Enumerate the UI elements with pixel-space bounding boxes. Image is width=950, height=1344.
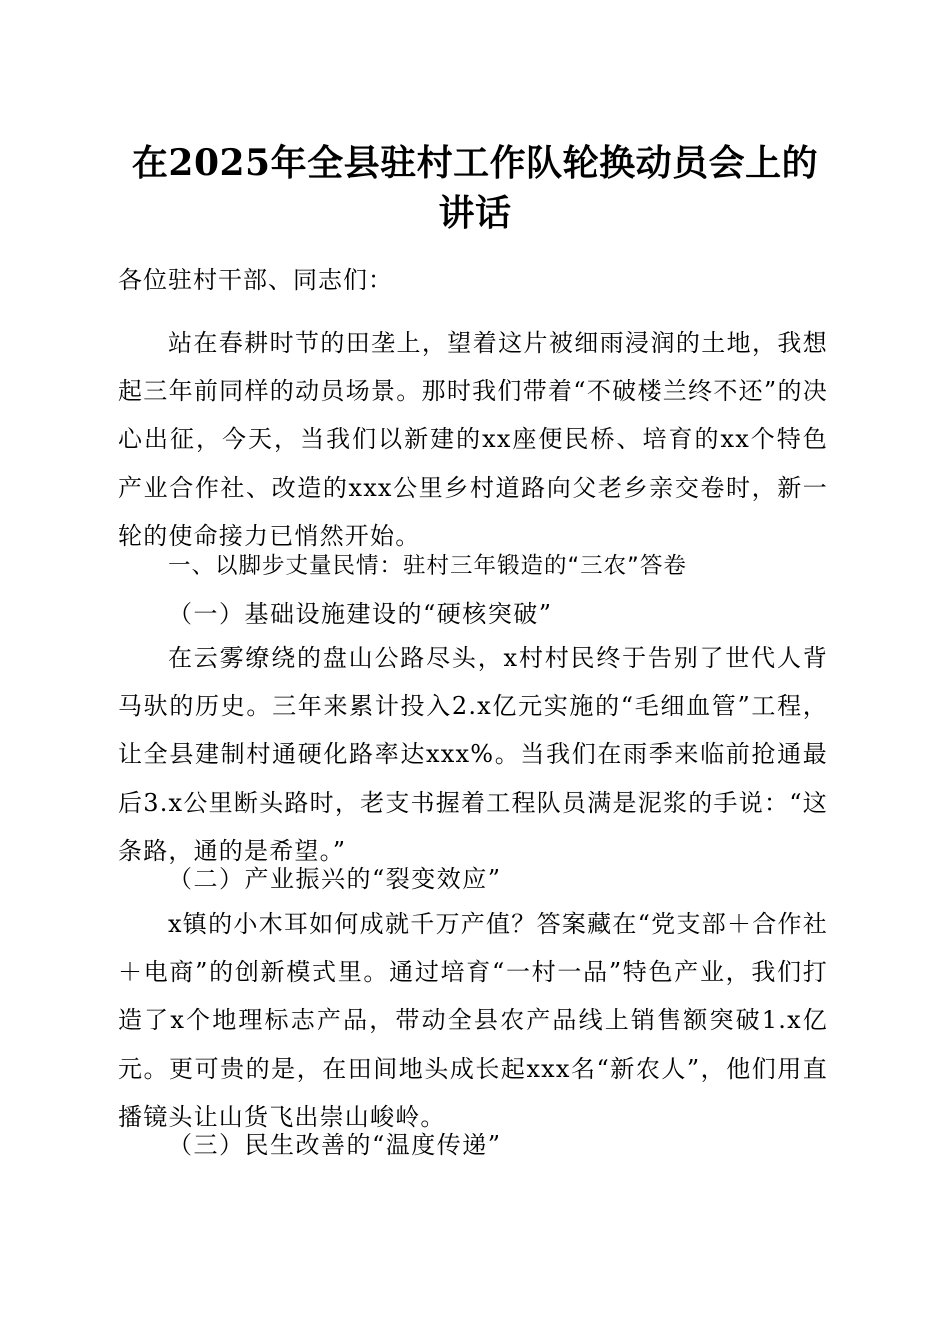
subsection-heading-1: （一）基础设施建设的“硬核突破” [168,600,553,628]
subsection-heading-2: （二）产业振兴的“裂变效应” [168,865,502,893]
paragraph-intro: 站在春耕时节的田垄上，望着这片被细雨浸润的土地，我想起三年前同样的动员场景。那时我们带着“不破楼兰终不还”的决心出征，今天，当我们以新建的xx座便民桥、培育的xx个特色产业合作社、改造的xxx公里乡村道路向父老乡亲交卷时，新一轮的使命接力已悄然开始。 [118,329,828,550]
paragraph-industry: x镇的小木耳如何成就千万产值？答案藏在“党支部＋合作社＋电商”的创新模式里。通过培育“一村一品”特色产业，我们打造了x个地理标志产品，带动全县农产品线上销售额突破1.x亿元。更可贵的是，在田间地头成长起xxx名“新农人”，他们用直播镜头让山货飞出崇山峻岭。 [118,910,828,1131]
salutation: 各位驻村干部、同志们： [118,266,393,294]
page-title: 在2025年全县驻村工作队轮换动员会上的讲话 [131,142,819,234]
paragraph-infrastructure: 在云雾缭绕的盘山公路尽头，x村村民终于告别了世代人背马驮的历史。三年来累计投入2.x亿元实施的“毛细血管”工程，让全县建制村通硬化路率达xxx%。当我们在雨季来临前抢通最后3.x公里断头路时，老支书握着工程队员满是泥浆的手说：“这条路，通的是希望。” [118,644,828,865]
section-heading-1: 一、以脚步丈量民情：驻村三年锻造的“三农”答卷 [168,553,687,579]
subsection-heading-3: （三）民生改善的“温度传递” [168,1131,502,1159]
